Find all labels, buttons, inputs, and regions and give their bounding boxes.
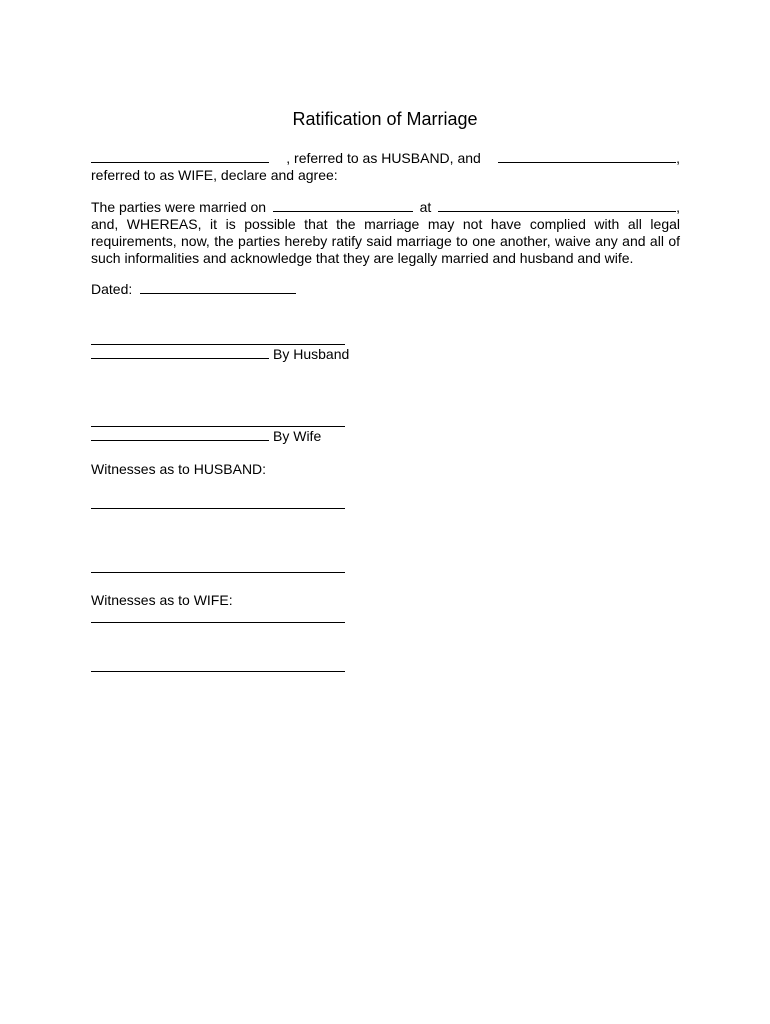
witness-husband-label: Witnesses as to HUSBAND: [91,461,267,477]
intro-paragraph [91,150,680,184]
marriage-place-blank[interactable] [438,199,676,212]
married-on-text: The parties were married on [91,199,267,215]
by-husband-label: By Husband [273,346,350,362]
dated-label: Dated: [91,281,133,297]
document-title: Ratification of Marriage [292,109,478,129]
intro-text-a: , referred to as HUSBAND, and [286,150,481,166]
witness-wife-label: Witnesses as to WIFE: [91,592,233,608]
husband-signature-row [91,346,349,363]
witness-wife-line-1[interactable] [91,622,345,623]
husband-print-blank[interactable] [91,346,269,359]
by-wife-label: By Wife [273,428,322,444]
at-text: at [419,199,432,215]
dated-row [91,281,296,298]
intro-line-2: referred to as WIFE, declare and agree: [91,167,338,183]
witness-husband-line-1[interactable] [91,508,345,509]
wife-signature-row [91,428,321,445]
witness-wife-line-2[interactable] [91,671,345,672]
husband-signature-line[interactable] [91,344,345,345]
witness-husband-line-2[interactable] [91,572,345,573]
wife-name-blank[interactable] [498,150,676,163]
marriage-paragraph [91,199,680,267]
intro-text-b: , [676,150,680,166]
wife-print-blank[interactable] [91,428,269,441]
comma-text: , [676,199,680,215]
marriage-date-blank[interactable] [273,199,413,212]
dated-blank[interactable] [140,281,296,294]
marriage-paragraph-body: and, WHEREAS, it is possible that the marriage may not have complied with all legal requirements, now, the parties hereby ratify said marriage to one another, waive any and all of such informalities and acknowledge that they are legally married and husband and wife. [91,216,680,266]
husband-name-blank[interactable] [91,150,269,163]
wife-signature-line[interactable] [91,426,345,427]
